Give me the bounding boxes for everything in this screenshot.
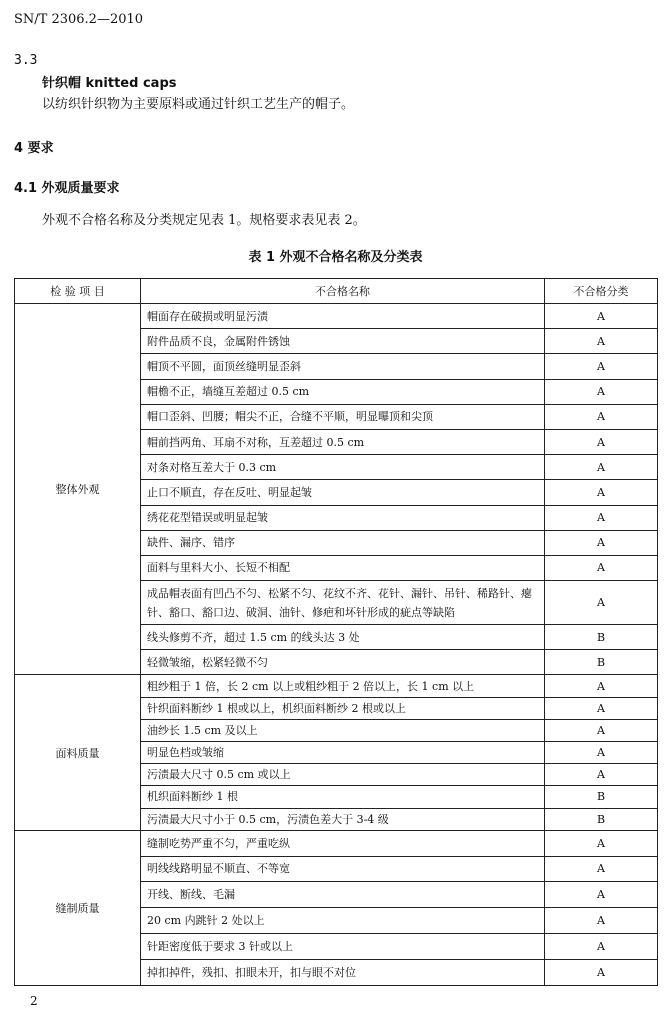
- defect-name-cell: 轻微皱缩，松紧轻微不匀: [141, 650, 545, 675]
- defect-class-cell: A: [545, 697, 658, 719]
- defect-class-cell: A: [545, 908, 658, 934]
- defect-name-cell: 机织面料断纱 1 根: [141, 786, 545, 808]
- term-definition: 以纺织针织物为主要原料或通过针织工艺生产的帽子。: [42, 97, 355, 112]
- table-row: [15, 304, 658, 329]
- defect-class-cell: B: [545, 650, 658, 675]
- defect-name-cell: 绣花花型错误或明显起皱: [141, 505, 545, 530]
- defect-name-cell: 附件品质不良，金属附件锈蚀: [141, 329, 545, 354]
- defect-name-cell: 明显色档或皱缩: [141, 742, 545, 764]
- appearance-defect-table: [14, 278, 658, 986]
- defect-name-cell: 帽顶不平圆，面顶丝缝明显歪斜: [141, 354, 545, 379]
- defect-class-cell: A: [545, 764, 658, 786]
- section-3-3-number: 3.3: [14, 53, 38, 68]
- defect-class-cell: A: [545, 505, 658, 530]
- defect-class-cell: A: [545, 830, 658, 856]
- defect-class-cell: A: [545, 354, 658, 379]
- defect-name-cell: 缺件、漏序、错序: [141, 530, 545, 555]
- defect-name-cell: 针织面料断纱 1 根或以上，机织面料断纱 2 根或以上: [141, 697, 545, 719]
- defect-class-cell: A: [545, 530, 658, 555]
- inspection-item-cell: 面料质量: [15, 675, 141, 830]
- defect-class-cell: A: [545, 480, 658, 505]
- document-header: SN/T 2306.2—2010: [14, 12, 144, 27]
- defect-name-cell: 面料与里料大小、长短不相配: [141, 555, 545, 580]
- defect-class-cell: A: [545, 329, 658, 354]
- inspection-item-cell: 整体外观: [15, 304, 141, 675]
- defect-class-cell: A: [545, 455, 658, 480]
- defect-name-cell: 成品帽表面有凹凸不匀、松紧不匀、花纹不齐、花针、漏针、吊针、稀路针、瘪针、豁口、豁口边、破洞、油针、修疤和坏针形成的疵点等缺陷: [141, 581, 545, 625]
- defect-name-cell: 掉扣掉件，残扣、扣眼未开，扣与眼不对位: [141, 959, 545, 985]
- defect-class-cell: A: [545, 933, 658, 959]
- defect-name-cell: 帽檐不正，墙缝互差超过 0.5 cm: [141, 379, 545, 404]
- defect-class-cell: A: [545, 742, 658, 764]
- section-4-1-heading: 4.1 外观质量要求: [14, 181, 120, 196]
- defect-name-cell: 污渍最大尺寸小于 0.5 cm，污渍色差大于 3-4 级: [141, 808, 545, 830]
- defect-class-cell: A: [545, 959, 658, 985]
- table-header-row: [15, 279, 658, 304]
- defect-class-cell: B: [545, 625, 658, 650]
- defect-class-cell: A: [545, 675, 658, 697]
- defect-name-cell: 油纱长 1.5 cm 及以上: [141, 719, 545, 741]
- defect-name-cell: 20 cm 内跳针 2 处以上: [141, 908, 545, 934]
- defect-name-cell: 对条对格互差大于 0.3 cm: [141, 455, 545, 480]
- header-defect-name: 不合格名称: [141, 279, 545, 304]
- defect-class-cell: B: [545, 808, 658, 830]
- defect-class-cell: A: [545, 404, 658, 429]
- defect-name-cell: 开线、断线、毛漏: [141, 882, 545, 908]
- defect-class-cell: A: [545, 856, 658, 882]
- header-defect-class: 不合格分类: [545, 279, 658, 304]
- inspection-item-cell: 缝制质量: [15, 830, 141, 985]
- table-row: [15, 675, 658, 697]
- defect-class-cell: A: [545, 429, 658, 454]
- table-body: [15, 304, 658, 986]
- defect-class-cell: A: [545, 882, 658, 908]
- defect-name-cell: 止口不顺直，存在反吐、明显起皱: [141, 480, 545, 505]
- defect-class-cell: A: [545, 719, 658, 741]
- page-number: 2: [30, 994, 38, 1008]
- defect-class-cell: A: [545, 555, 658, 580]
- table-caption: 表 1 外观不合格名称及分类表: [248, 250, 423, 265]
- section-4-1-text: 外观不合格名称及分类规定见表 1。规格要求表见表 2。: [42, 213, 366, 228]
- defect-name-cell: 明线线路明显不顺直、不等宽: [141, 856, 545, 882]
- header-inspection-item: 检 验 项 目: [15, 279, 141, 304]
- defect-name-cell: 帽前挡两角、耳扇不对称，互差超过 0.5 cm: [141, 429, 545, 454]
- section-4-heading: 4 要求: [14, 141, 54, 156]
- defect-name-cell: 帽口歪斜、凹腰；帽尖不正，合缝不平顺，明显曝顶和尖顶: [141, 404, 545, 429]
- defect-name-cell: 针距密度低于要求 3 针或以上: [141, 933, 545, 959]
- defect-class-cell: B: [545, 786, 658, 808]
- table-row: [15, 830, 658, 856]
- defect-name-cell: 帽面存在破损或明显污渍: [141, 304, 545, 329]
- defect-class-cell: A: [545, 304, 658, 329]
- defect-name-cell: 缝制吃势严重不匀，严重吃纵: [141, 830, 545, 856]
- term-knitted-caps: 针织帽 knitted caps: [42, 76, 177, 91]
- defect-class-cell: A: [545, 379, 658, 404]
- defect-name-cell: 粗纱粗于 1 倍，长 2 cm 以上或粗纱粗于 2 倍以上，长 1 cm 以上: [141, 675, 545, 697]
- defect-name-cell: 污渍最大尺寸 0.5 cm 或以上: [141, 764, 545, 786]
- defect-class-cell: A: [545, 581, 658, 625]
- defect-name-cell: 线头修剪不齐，超过 1.5 cm 的线头达 3 处: [141, 625, 545, 650]
